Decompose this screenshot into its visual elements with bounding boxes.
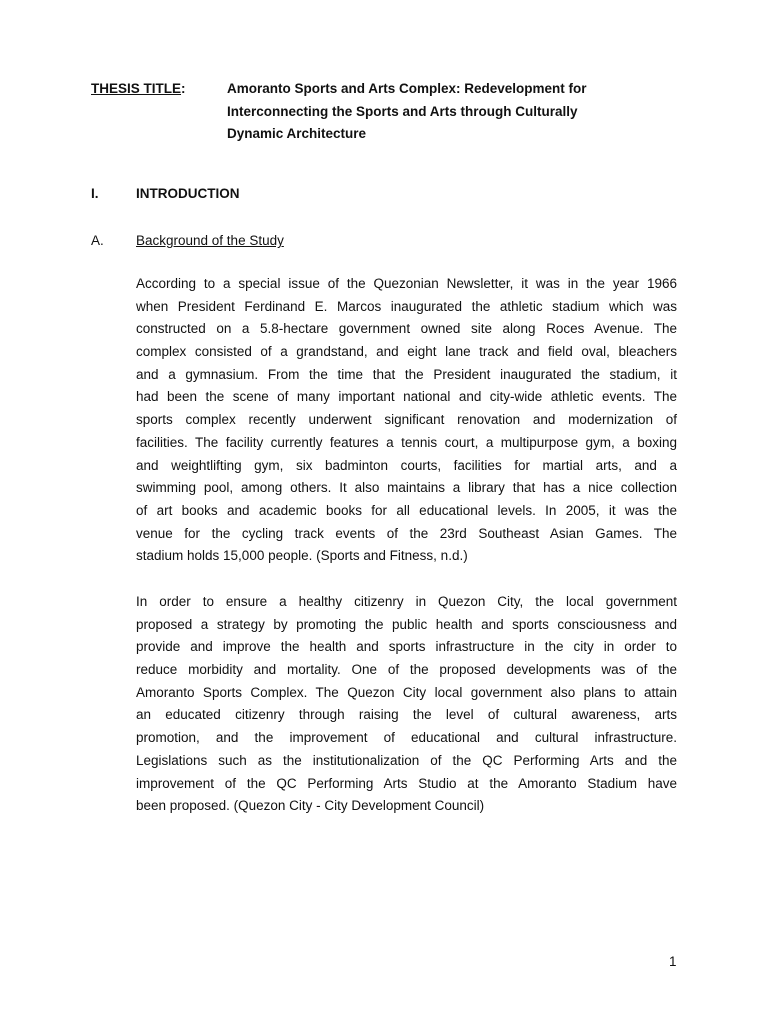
paragraph-line: provide and improve the health and sports infrastructure in the city in order to [136,639,677,655]
paragraph-line: been proposed. (Quezon City - City Development Council) [136,798,485,814]
paragraph-line: venue for the cycling track events of the 23rd Southeast Asian Games. The [136,525,677,541]
subsection-heading: Background of the Study [136,233,284,248]
paragraph-line: when President Ferdinand E. Marcos inaugurated the athletic stadium which was [136,298,677,314]
paragraph-line: proposed a strategy by promoting the public health and sports consciousness and [136,616,677,632]
paragraph-line: had been the scene of many important national and city-wide athletic events. The [136,389,677,405]
thesis-title-label [91,78,186,101]
paragraph-line: sports complex recently underwent significant renovation and modernization of [136,412,677,428]
section-heading: INTRODUCTION [136,186,240,201]
paragraph-line: reduce morbidity and mortality. One of the proposed developments was of the [136,662,677,678]
paragraph-background-2 [136,591,677,818]
paragraph-line: an educated citizenry through raising the level of cultural awareness, arts [136,707,677,723]
paragraph-line: complex consisted of a grandstand, and eight lane track and field oval, bleachers [136,344,677,360]
paragraph-line: swimming pool, among others. It also maintains a library that has a nice collection [136,480,677,496]
section-number: I. [91,186,99,201]
thesis-title-line: Dynamic Architecture [227,126,367,141]
paragraph-line: stadium holds 15,000 people. (Sports and Fitness, n.d.) [136,548,468,564]
paragraph-line: In order to ensure a healthy citizenry in Quezon City, the local government [136,594,677,609]
paragraph-line: and a gymnasium. From the time that the President inaugurated the stadium, it [136,366,677,382]
paragraph-line: Amoranto Sports Complex. The Quezon City local government also plans to attain [136,684,677,700]
thesis-title-line: Amoranto Sports and Arts Complex: Redevelopment for [227,81,587,96]
paragraph-line: facilities. The facility currently features a tennis court, a multipurpose gym, a boxing [136,434,677,450]
paragraph-line: promotion, and the improvement of educational and cultural infrastructure. [136,730,677,746]
thesis-title-label-text: THESIS TITLE [91,81,182,96]
subsection-number: A. [91,233,104,248]
paragraph-line: Legislations such as the institutionalization of the QC Performing Arts and the [136,752,677,768]
paragraph-line: and weightlifting gym, six badminton courts, facilities for martial arts, and a [136,457,677,473]
thesis-title-colon: : [181,81,186,96]
thesis-title [227,78,657,146]
paragraph-line: According to a special issue of the Quezonian Newsletter, it was in the year 1966 [136,276,677,291]
thesis-title-line: Interconnecting the Sports and Arts through Culturally [227,103,578,119]
paragraph-line: constructed on a 5.8-hectare government owned site along Roces Avenue. The [136,321,677,337]
paragraph-line: improvement of the QC Performing Arts Studio at the Amoranto Stadium have [136,775,677,791]
paragraph-background-1 [136,273,677,568]
page-number: 1 [669,954,677,969]
paragraph-line: of art books and academic books for all educational levels. In 2005, it was the [136,502,677,518]
